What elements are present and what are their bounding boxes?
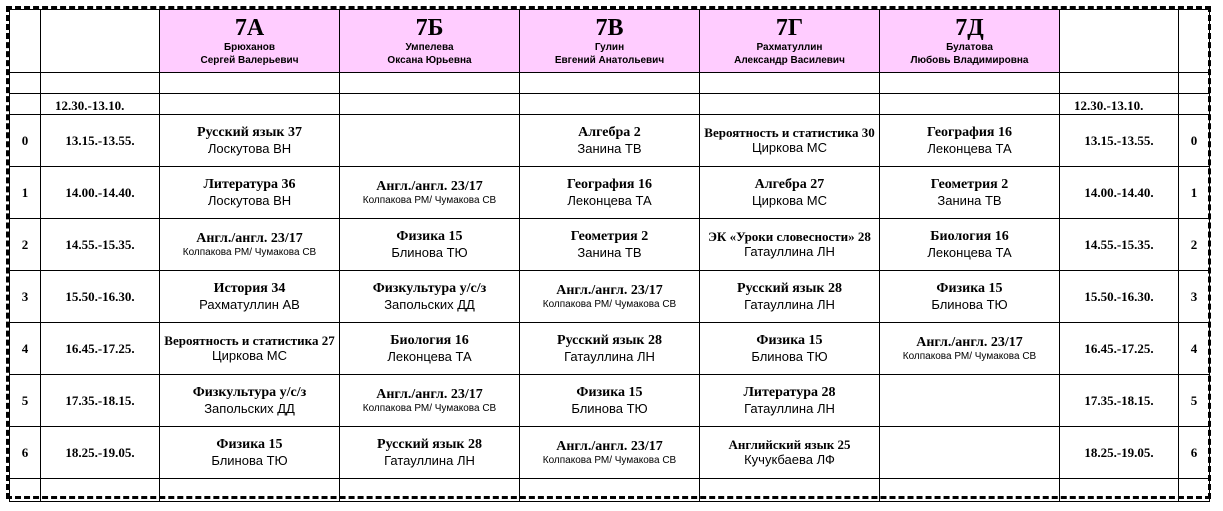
teacher-label: Блинова ТЮ: [751, 349, 828, 364]
teacher-label: Блинова ТЮ: [211, 453, 288, 468]
empty-cell: [160, 73, 340, 94]
subject-label: Вероятность и статистика 30: [704, 125, 875, 140]
lesson-cell: [160, 323, 340, 375]
class-header-7d: [880, 10, 1060, 73]
empty-cell: [880, 94, 1060, 115]
class-header-7g: [700, 10, 880, 73]
lesson-row: [10, 167, 1210, 219]
lesson-cell: [700, 219, 880, 271]
empty-cell: [160, 479, 340, 502]
lesson-time-right: 14.55.-15.35.: [1060, 219, 1179, 271]
empty-cell: [700, 73, 880, 94]
teacher-label: Лоскутова ВН: [207, 141, 292, 156]
lesson-time: 17.35.-18.15.: [41, 375, 160, 427]
teacher-label: Циркова МС: [212, 348, 287, 363]
corner-cell: [1179, 10, 1210, 73]
spacer-row: [10, 479, 1210, 502]
lesson-cell: [700, 167, 880, 219]
lesson-cell: [160, 427, 340, 479]
class-name: 7А: [234, 15, 265, 41]
lesson-cell: [700, 323, 880, 375]
lesson-time-right: 15.50.-16.30.: [1060, 271, 1179, 323]
teacher-label: Циркова МС: [752, 193, 827, 208]
teacher-label: Колпакова РМ/ Чумакова СВ: [902, 350, 1037, 362]
class-name: 7Д: [955, 15, 984, 41]
teacher-label: Блинова ТЮ: [571, 401, 648, 416]
empty-cell: [700, 94, 880, 115]
lesson-cell: [340, 323, 520, 375]
subject-label: Англ./англ. 23/17: [196, 230, 303, 246]
teacher-label: Леконцева ТА: [927, 245, 1012, 260]
lesson-row: [10, 219, 1210, 271]
teacher-label: Занина ТВ: [937, 193, 1002, 208]
empty-cell: [520, 73, 700, 94]
empty-cell: [520, 94, 700, 115]
lesson-cell: [340, 167, 520, 219]
empty-cell: [1060, 73, 1179, 94]
class-teacher-lastname: Гулин: [594, 42, 625, 53]
lesson-cell: [700, 427, 880, 479]
lesson-number: 5: [10, 375, 41, 427]
lesson-time: 13.15.-13.55.: [41, 115, 160, 167]
class-teacher-fullname: Александр Василевич: [734, 55, 845, 66]
subject-label: География 16: [926, 125, 1013, 140]
lesson-cell: [880, 271, 1060, 323]
teacher-label: Колпакова РМ/ Чумакова СВ: [362, 402, 497, 414]
subject-label: История 34: [213, 281, 286, 296]
subject-label: Русский язык 37: [197, 125, 302, 140]
empty-cell: [880, 479, 1060, 502]
lesson-cell: [340, 427, 520, 479]
empty-cell: [1179, 479, 1210, 502]
teacher-label: Кучукбаева ЛФ: [744, 452, 835, 467]
teacher-label: Рахматуллин АВ: [199, 297, 300, 312]
subject-label: Англ./англ. 23/17: [556, 282, 663, 298]
empty-cell: [1060, 479, 1179, 502]
subject-label: Литература 28: [743, 385, 836, 400]
subject-label: Вероятность и статистика 27: [164, 333, 335, 348]
class-teacher-fullname: Любовь Владимировна: [910, 55, 1029, 66]
teacher-label: Гатауллина ЛН: [744, 244, 835, 259]
lesson-cell: [880, 115, 1060, 167]
teacher-label: Колпакова РМ/ Чумакова СВ: [542, 298, 677, 310]
subject-label: Литература 36: [203, 177, 296, 192]
lesson-cell: [160, 115, 340, 167]
class-name: 7В: [595, 15, 624, 41]
lesson-cell: [340, 219, 520, 271]
empty-cell: [880, 73, 1060, 94]
empty-cell: [340, 94, 520, 115]
lesson-time: 15.50.-16.30.: [41, 271, 160, 323]
teacher-label: Колпакова РМ/ Чумакова СВ: [182, 246, 317, 258]
subject-label: ЭК «Уроки словесности» 28: [708, 229, 871, 244]
subject-label: Русский язык 28: [557, 333, 662, 348]
schedule-body: [10, 10, 1210, 502]
lesson-cell: [880, 167, 1060, 219]
lesson-time-right: 17.35.-18.15.: [1060, 375, 1179, 427]
lesson-cell: [160, 219, 340, 271]
subject-label: Физкультура у/с/з: [372, 281, 487, 296]
lesson-number-right: 3: [1179, 271, 1210, 323]
lesson-time: 18.25.-19.05.: [41, 427, 160, 479]
teacher-label: Гатауллина ЛН: [384, 453, 475, 468]
empty-cell: [520, 479, 700, 502]
lesson-cell: [520, 375, 700, 427]
empty-cell: [340, 479, 520, 502]
class-name: 7Г: [775, 15, 804, 41]
teacher-label: Гатауллина ЛН: [744, 401, 835, 416]
teacher-label: Леконцева ТА: [927, 141, 1012, 156]
teacher-label: Колпакова РМ/ Чумакова СВ: [362, 194, 497, 206]
subject-label: Английский язык 25: [728, 437, 851, 452]
lesson-row: [10, 115, 1210, 167]
teacher-label: Блинова ТЮ: [931, 297, 1008, 312]
lesson-cell: [880, 375, 1060, 427]
lesson-cell: [700, 375, 880, 427]
lesson-number-right: 5: [1179, 375, 1210, 427]
pre-time-right: 12.30.-13.10.: [1060, 94, 1179, 115]
subject-label: Англ./англ. 23/17: [376, 178, 483, 194]
teacher-label: Леконцева ТА: [567, 193, 652, 208]
empty-cell: [340, 73, 520, 94]
teacher-label: Блинова ТЮ: [391, 245, 468, 260]
empty-cell: [1179, 94, 1210, 115]
subject-label: Физика 15: [756, 333, 823, 348]
subject-label: Алгебра 2: [578, 125, 641, 140]
lesson-row: [10, 323, 1210, 375]
empty-cell: [1179, 73, 1210, 94]
lesson-number-right: 2: [1179, 219, 1210, 271]
spacer-row: [10, 73, 1210, 94]
lesson-row: [10, 271, 1210, 323]
lesson-cell: [340, 375, 520, 427]
corner-cell: [1060, 10, 1179, 73]
lesson-cell: [520, 271, 700, 323]
subject-label: Англ./англ. 23/17: [556, 438, 663, 454]
empty-cell: [41, 479, 160, 502]
teacher-label: Колпакова РМ/ Чумакова СВ: [542, 454, 677, 466]
lesson-time: 14.55.-15.35.: [41, 219, 160, 271]
class-teacher-fullname: Оксана Юрьевна: [387, 55, 472, 66]
lesson-number-right: 1: [1179, 167, 1210, 219]
subject-label: Физкультура у/с/з: [192, 385, 307, 400]
subject-label: Биология 16: [930, 229, 1009, 244]
teacher-label: Запольских ДД: [384, 297, 475, 312]
corner-cell: [41, 10, 160, 73]
lesson-cell: [880, 323, 1060, 375]
subject-label: Физика 15: [396, 229, 463, 244]
class-header-7b: [340, 10, 520, 73]
header-row: [10, 10, 1210, 73]
lesson-number: 3: [10, 271, 41, 323]
lesson-cell: [700, 115, 880, 167]
lesson-time: 16.45.-17.25.: [41, 323, 160, 375]
teacher-label: Гатауллина ЛН: [744, 297, 835, 312]
class-teacher-fullname: Сергей Валерьевич: [200, 55, 299, 66]
corner-cell: [10, 10, 41, 73]
class-header-7v: [520, 10, 700, 73]
lesson-cell: [520, 219, 700, 271]
subject-label: Русский язык 28: [737, 281, 842, 296]
teacher-label: Занина ТВ: [577, 245, 642, 260]
lesson-number-right: 6: [1179, 427, 1210, 479]
lesson-number: 4: [10, 323, 41, 375]
pre-time-left: 12.30.-13.10.: [41, 94, 160, 115]
lesson-row: [10, 375, 1210, 427]
empty-cell: [700, 479, 880, 502]
subject-label: Физика 15: [216, 437, 283, 452]
lesson-number: 6: [10, 427, 41, 479]
lesson-cell: [340, 271, 520, 323]
subject-label: Алгебра 27: [754, 177, 825, 192]
subject-label: Физика 15: [576, 385, 643, 400]
class-teacher-lastname: Рахматуллин: [756, 42, 823, 53]
class-teacher-fullname: Евгений Анатольевич: [554, 55, 665, 66]
lesson-cell: [160, 167, 340, 219]
empty-cell: [41, 73, 160, 94]
teacher-label: Запольских ДД: [204, 401, 295, 416]
subject-label: География 16: [566, 177, 653, 192]
lesson-cell: [160, 375, 340, 427]
teacher-label: Циркова МС: [752, 140, 827, 155]
lesson-time: 14.00.-14.40.: [41, 167, 160, 219]
lesson-cell: [520, 323, 700, 375]
subject-label: Физика 15: [936, 281, 1003, 296]
class-name: 7Б: [415, 15, 444, 41]
empty-cell: [160, 94, 340, 115]
lesson-cell: [700, 271, 880, 323]
lesson-cell: [520, 115, 700, 167]
lesson-time-right: 18.25.-19.05.: [1060, 427, 1179, 479]
teacher-label: Гатауллина ЛН: [564, 349, 655, 364]
teacher-label: Леконцева ТА: [387, 349, 472, 364]
lesson-number-right: 4: [1179, 323, 1210, 375]
lesson-cell: [880, 427, 1060, 479]
class-header-7a: [160, 10, 340, 73]
empty-cell: [10, 94, 41, 115]
class-teacher-lastname: Брюханов: [223, 42, 275, 53]
lesson-cell: [160, 271, 340, 323]
teacher-label: Лоскутова ВН: [207, 193, 292, 208]
lesson-number: 1: [10, 167, 41, 219]
class-teacher-lastname: Умпелева: [405, 42, 454, 53]
lesson-cell: [880, 219, 1060, 271]
subject-label: Русский язык 28: [377, 437, 482, 452]
subject-label: Англ./англ. 23/17: [916, 334, 1023, 350]
empty-cell: [10, 479, 41, 502]
lesson-number: 2: [10, 219, 41, 271]
class-teacher-lastname: Булатова: [946, 42, 993, 53]
lesson-number-right: 0: [1179, 115, 1210, 167]
empty-cell: [10, 73, 41, 94]
subject-label: Англ./англ. 23/17: [376, 386, 483, 402]
subject-label: Геометрия 2: [570, 229, 649, 244]
lesson-cell: [340, 115, 520, 167]
subject-label: Биология 16: [390, 333, 469, 348]
lesson-time-right: 16.45.-17.25.: [1060, 323, 1179, 375]
schedule-table: [9, 9, 1210, 502]
lesson-row: [10, 427, 1210, 479]
pre-lesson-row: [10, 94, 1210, 115]
teacher-label: Занина ТВ: [577, 141, 642, 156]
lesson-cell: [520, 427, 700, 479]
lesson-cell: [520, 167, 700, 219]
lesson-time-right: 14.00.-14.40.: [1060, 167, 1179, 219]
lesson-number: 0: [10, 115, 41, 167]
subject-label: Геометрия 2: [930, 177, 1009, 192]
lesson-time-right: 13.15.-13.55.: [1060, 115, 1179, 167]
